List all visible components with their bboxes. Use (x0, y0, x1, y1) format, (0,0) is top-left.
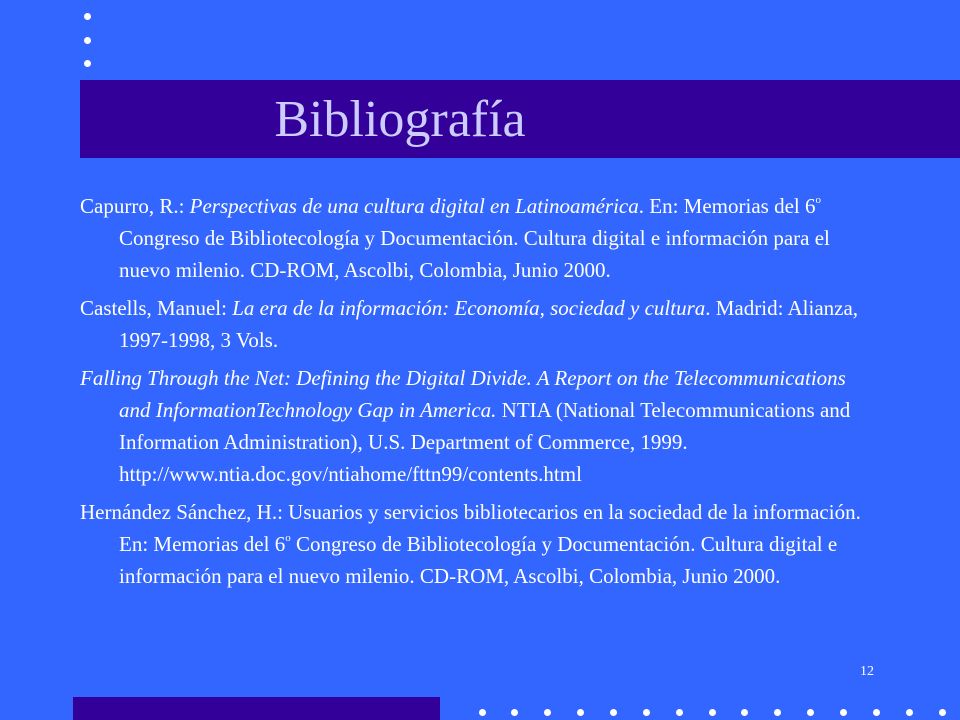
reference-title: La era de la información: Economía, sociedad y cultura (232, 296, 706, 320)
decorative-dot (577, 709, 584, 716)
decorative-dot (84, 37, 91, 44)
reference-title: Falling Through the Net: Defining the Digital Divide. A Report on the Telecommunications and InformationTechnology Gap in America. (80, 366, 846, 422)
reference-text: . Madrid: Alianza, 1997-1998, 3 Vols. (119, 296, 859, 352)
decorative-dot (873, 709, 880, 716)
decorative-dot (939, 709, 946, 716)
reference-text: Hernández Sánchez, H.: Usuarios y servicios bibliotecarios en la sociedad de la información. En: Memorias del 6 (80, 500, 861, 556)
ordinal-mark: o (815, 194, 821, 206)
decorative-dot (84, 60, 91, 67)
decorative-dot (610, 709, 617, 716)
reference-castells (80, 292, 880, 356)
decorative-dot (544, 709, 551, 716)
reference-capurro (80, 190, 880, 286)
decorative-dot (84, 13, 91, 20)
reference-title: Perspectivas de una cultura digital en Latinoamérica (189, 194, 639, 218)
decorative-dot (807, 709, 814, 716)
reference-ntia (80, 362, 880, 490)
reference-text: Congreso de Bibliotecología y Documentación. Cultura digital e información para el nuevo milenio. CD-ROM, Ascolbi, Colombia, Junio 2000. (119, 532, 838, 588)
reference-list (80, 190, 880, 598)
decorative-dot (643, 709, 650, 716)
decorative-dot (709, 709, 716, 716)
reference-author: Capurro, R.: (80, 194, 190, 218)
reference-text: . En: Memorias del 6 (638, 194, 816, 218)
reference-text: NTIA (National Telecommunications and Information Administration), U.S. Department of Commerce, 1999. http://www.ntia.doc.gov/ntiahome/fttn99/contents.html (119, 398, 851, 486)
slide-title: Bibliografía (274, 91, 526, 148)
decorative-dot (676, 709, 683, 716)
decorative-dot (741, 709, 748, 716)
decorative-dot (906, 709, 913, 716)
reference-author: Castells, Manuel: (80, 296, 233, 320)
decorative-dot (774, 709, 781, 716)
ordinal-mark: o (285, 532, 291, 544)
reference-text: Congreso de Bibliotecología y Documentación. Cultura digital e información para el nuevo milenio. CD-ROM, Ascolbi, Colombia, Junio 2000. (119, 226, 830, 282)
page-number: 12 (860, 664, 874, 679)
bottom-bar (73, 697, 440, 720)
decorative-dot (511, 709, 518, 716)
reference-hernandez (80, 496, 880, 592)
decorative-dot (479, 709, 486, 716)
decorative-dot (840, 709, 847, 716)
